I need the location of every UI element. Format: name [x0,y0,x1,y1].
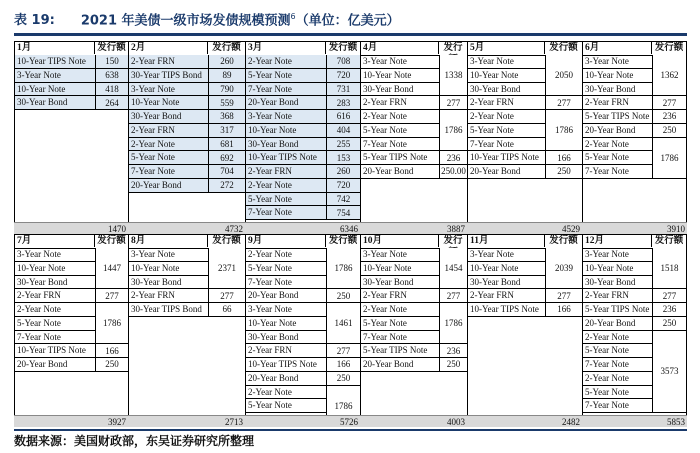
issuance-amount: 277 [208,289,245,303]
issuance-amount: 250.00 [439,165,467,179]
issuance-amount: 250 [545,165,582,179]
issuance-amount: 277 [326,344,360,358]
issuance-amount: 2371 [208,248,245,289]
amount-header: 发行额 [325,235,360,247]
amount-header: 发行额 [207,235,245,247]
amount-header: 发行额 [544,42,582,54]
issuance-amount: 260 [208,55,245,69]
issuance-amount: 1454 [439,248,467,289]
security-name: 10-Year Note [246,124,326,137]
issuance-amount: 166 [326,358,360,372]
security-name: 5-Year TIPS Note [363,345,428,356]
amount-header: 发行 [438,42,467,54]
data-source: 数据来源：美国财政部，东吴证券研究所整理 [14,434,255,448]
security-name: 5-Year Note [585,386,629,397]
security-name: 3-Year Note [17,249,61,259]
security-name: 30-Year Bond [363,276,414,287]
security-name: 5-Year Note [129,151,208,164]
issuance-amount: 616 [326,110,360,124]
security-name: 30-Year Bond [131,276,182,287]
security-name: 20-Year Bond [363,359,414,369]
issuance-amount: 277 [439,96,467,110]
issuance-amount: 1786 [439,303,467,344]
security-name: 2-Year FRN [585,290,629,301]
amount-header: 发行额 [94,235,128,247]
month-label: 10月 [363,236,383,246]
issuance-amount: 260 [326,165,360,179]
issuance-amount: 150 [95,55,128,69]
month-block [582,41,687,234]
security-name: 7-Year Note [470,138,514,149]
issuance-amount: 277 [439,289,467,303]
security-name: 10-Year Note [17,262,66,273]
security-name: 5-Year Note [585,345,629,356]
month-total: 2713 [128,415,245,427]
issuance-amount: 1786 [95,303,128,344]
issuance-amount: 166 [545,303,582,317]
month-label: 3月 [248,43,263,53]
issuance-amount: 166 [95,344,128,358]
issuance-amount: 250 [652,317,686,331]
amount-header: 发行额 [94,42,128,54]
month-block [582,234,687,427]
issuance-amount: 236 [439,344,467,358]
security-name: 10-Year TIPS Note [15,55,95,68]
month-block [245,41,360,234]
issuance-amount: 720 [326,179,360,193]
issuance-amount: 404 [326,124,360,138]
security-name: 20-Year Bond [248,372,299,383]
security-name: 10-Year Note [470,262,519,273]
top-rule [14,33,687,36]
month-total: 4732 [128,222,245,234]
issuance-amount: 731 [326,83,360,97]
security-name: 30-Year TIPS Bond [131,304,202,314]
security-name: 2-Year Note [246,179,326,192]
month-header [246,234,360,249]
security-name: 7-Year Note [246,83,326,96]
security-name: 10-Year TIPS Note [470,304,539,314]
issuance-amount: 2039 [545,248,582,289]
issuance-amount: 166 [545,151,582,165]
issuance-amount: 250 [439,358,467,372]
security-name: 10-Year TIPS Note [470,152,539,163]
month-header [468,234,582,249]
security-name: 5-Year TIPS Note [585,111,650,121]
security-name: 2-Year FRN [363,290,407,301]
security-name: 10-Year Note [15,83,95,96]
issuance-amount: 2050 [545,55,582,96]
issuance-amount: 1786 [545,110,582,151]
issuance-amount: 1786 [326,386,360,427]
security-name: 30-Year Bond [129,110,208,123]
month-label: 4月 [363,43,378,53]
security-name: 2-Year Note [585,138,629,149]
issuance-amount: 1461 [326,303,360,344]
issuance-amount: 1786 [326,248,360,289]
month-label: 8月 [131,236,146,246]
security-name: 7-Year Note [585,400,629,411]
security-name: 2-Year Note [248,386,292,397]
issuance-amount: 418 [95,83,128,97]
amount-header: 发行 [438,235,467,247]
security-name: 2-Year FRN [131,290,175,301]
issuance-amount: 236 [652,303,686,317]
issuance-amount: 1786 [652,138,686,179]
issuance-amount: 236 [439,151,467,165]
table-title-text: 2021 年美债一级市场发债规模预测 [80,13,291,29]
security-name: 10-Year Note [585,262,634,273]
security-name: 30-Year Bond [246,138,326,151]
security-name: 5-Year Note [246,69,326,82]
footnote-marker: 6 [290,12,296,21]
security-name: 30-Year Bond [470,276,521,287]
security-name: 30-Year Bond [470,83,521,94]
issuance-amount: 692 [208,151,245,165]
section-jan-jun [14,41,687,234]
month-block [14,234,128,427]
security-name: 2-Year Note [470,111,514,121]
month-block [128,41,245,234]
issuance-amount: 250 [652,124,686,138]
security-name: 3-Year Note [15,69,95,82]
security-name: 2-Year FRN [17,290,61,301]
security-name: 20-Year Bond [585,317,636,328]
amount-header: 发行额 [207,42,245,54]
month-total: 6346 [245,222,360,234]
issuance-amount: 754 [326,206,360,220]
security-name: 2-Year FRN [470,290,514,301]
month-total: 2482 [467,415,582,427]
month-total: 5853 [582,415,687,427]
month-header [129,234,245,249]
month-label: 12月 [585,236,605,246]
month-label: 6月 [585,43,600,53]
issuance-amount: 250 [95,358,128,372]
security-name: 3-Year Note [363,56,407,66]
security-name: 2-Year Note [17,304,61,314]
section-jul-dec [14,234,687,427]
security-name: 10-Year Note [585,69,634,80]
month-label: 5月 [470,43,485,53]
amount-header: 发行额 [651,235,686,247]
security-name: 5-Year TIPS Note [585,304,650,314]
issuance-amount: 559 [208,96,245,110]
security-name: 5-Year Note [363,317,407,328]
month-total: 1470 [14,222,128,234]
month-label: 7月 [17,236,32,246]
issuance-amount: 1786 [439,110,467,151]
issuance-amount: 1362 [652,55,686,96]
security-name: 5-Year Note [248,262,292,273]
month-label: 2月 [131,43,146,53]
issuance-amount: 638 [95,69,128,83]
security-name: 2-Year FRN [363,97,407,108]
month-block [14,41,128,234]
month-total: 5726 [245,415,360,427]
security-name: 7-Year Note [17,331,61,342]
issuance-amount: 255 [326,138,360,152]
security-name: 10-Year Note [248,317,297,328]
security-name: 20-Year Bond [470,166,521,176]
security-name: 20-Year Bond [129,179,208,192]
table-number: 表 19: [14,13,55,29]
issuance-amount: 368 [208,110,245,124]
security-name: 30-Year Bond [585,276,636,287]
month-header [15,234,128,249]
issuance-amount: 3573 [652,331,686,414]
issuance-amount: 250 [326,372,360,386]
security-name: 20-Year Bond [363,166,414,176]
security-name: 5-Year Note [363,124,407,135]
security-name: 2-Year Note [363,111,407,121]
month-header [583,234,686,249]
security-name: 10-Year Note [470,69,519,80]
month-total: 3927 [14,415,128,427]
month-total: 4529 [467,222,582,234]
security-name: 10-Year Note [131,262,180,273]
month-total: 3910 [582,222,687,234]
issuance-amount: 277 [652,289,686,303]
security-name: 2-Year Note [585,372,629,383]
amount-header: 发行额 [325,42,360,54]
security-name: 2-Year Note [246,55,326,68]
month-total: 4003 [360,415,467,427]
month-block [360,41,467,234]
month-block [467,234,582,427]
bottom-rule [14,429,687,431]
security-name: 20-Year Bond [585,124,636,135]
month-label: 11月 [470,236,489,246]
security-name: 7-Year Note [129,165,208,178]
month-total: 3887 [360,222,467,234]
issuance-amount: 277 [545,96,582,110]
security-name: 3-Year Note [470,249,514,259]
month-label: 9月 [248,236,263,246]
issuance-amount: 66 [208,303,245,317]
security-name: 5-Year Note [470,124,514,135]
month-block [467,41,582,234]
security-name: 7-Year Note [363,331,407,342]
security-name: 2-Year Note [585,331,629,342]
month-header [468,41,582,56]
security-name: 3-Year Note [246,110,326,123]
security-name: 20-Year Bond [248,290,299,301]
security-name: 5-Year Note [248,400,292,411]
issuance-amount: 1518 [652,248,686,289]
security-name: 20-Year Bond [246,96,326,109]
amount-header: 发行额 [651,42,686,54]
security-name: 10-Year TIPS Note [248,359,317,369]
issuance-amount: 742 [326,193,360,207]
security-name: 3-Year Note [129,83,208,96]
security-name: 2-Year FRN [585,97,629,108]
security-name: 10-Year TIPS Note [246,151,326,164]
month-header [129,41,245,56]
issuance-amount: 153 [326,151,360,165]
amount-header: 发行额 [544,235,582,247]
issuance-amount: 277 [545,289,582,303]
security-name: 3-Year Note [363,249,407,259]
table-unit: （单位：亿美元） [295,13,400,29]
issuance-amount: 283 [326,96,360,110]
security-name: 3-Year Note [131,249,175,259]
issuance-amount: 1338 [439,55,467,96]
security-name: 30-Year Bond [363,83,414,94]
issuance-amount: 277 [95,289,128,303]
security-name: 5-Year TIPS Note [363,152,428,163]
security-name: 7-Year Note [248,276,292,287]
security-name: 7-Year Note [363,138,407,149]
security-name: 2-Year FRN [129,55,208,68]
issuance-amount: 790 [208,83,245,97]
security-name: 30-Year Bond [17,276,68,287]
issuance-amount: 272 [208,179,245,193]
issuance-amount: 704 [208,165,245,179]
security-name: 2-Year Note [129,138,208,151]
security-name: 3-Year Note [585,56,629,66]
month-block [245,234,360,427]
security-name: 3-Year Note [470,56,514,66]
security-name: 30-Year Bond [585,83,636,94]
security-name: 30-Year TIPS Bond [129,69,208,82]
security-name: 2-Year Note [363,304,407,314]
security-name: 30-Year Bond [15,96,95,109]
issuance-amount: 317 [208,124,245,138]
month-header [15,41,128,56]
security-name: 2-Year FRN [129,124,208,137]
issuance-amount: 720 [326,69,360,83]
security-name: 20-Year Bond [17,359,68,369]
issuance-amount: 277 [652,96,686,110]
security-name: 10-Year Note [129,96,208,109]
security-name: 7-Year Note [585,166,629,176]
security-name: 2-Year FRN [470,97,514,108]
month-header [361,234,467,249]
month-header [361,41,467,56]
security-name: 5-Year Note [17,317,61,328]
issuance-amount: 250 [326,289,360,303]
month-header [583,41,686,56]
security-name: 10-Year Note [363,262,412,273]
security-name: 3-Year Note [585,249,629,259]
issuance-amount: 89 [208,69,245,83]
security-name: 2-Year Note [248,249,292,259]
month-block [128,234,245,427]
issuance-amount: 708 [326,55,360,69]
security-name: 2-Year FRN [248,345,292,356]
security-name: 2-Year FRN [246,165,326,178]
security-name: 10-Year TIPS Note [17,345,86,356]
table-title [14,6,694,28]
security-name: 3-Year Note [248,304,292,314]
month-header [246,41,360,56]
security-name: 7-Year Note [246,206,326,219]
issuance-amount: 264 [95,96,128,110]
security-name: 5-Year Note [585,152,629,163]
month-block [360,234,467,427]
security-name: 5-Year Note [246,193,326,206]
month-label: 1月 [17,43,32,53]
security-name: 10-Year Note [363,69,412,80]
issuance-amount: 1447 [95,248,128,289]
security-name: 30-Year Bond [248,331,299,342]
issuance-amount: 236 [652,110,686,124]
issuance-amount: 681 [208,138,245,152]
security-name: 7-Year Note [585,359,629,369]
